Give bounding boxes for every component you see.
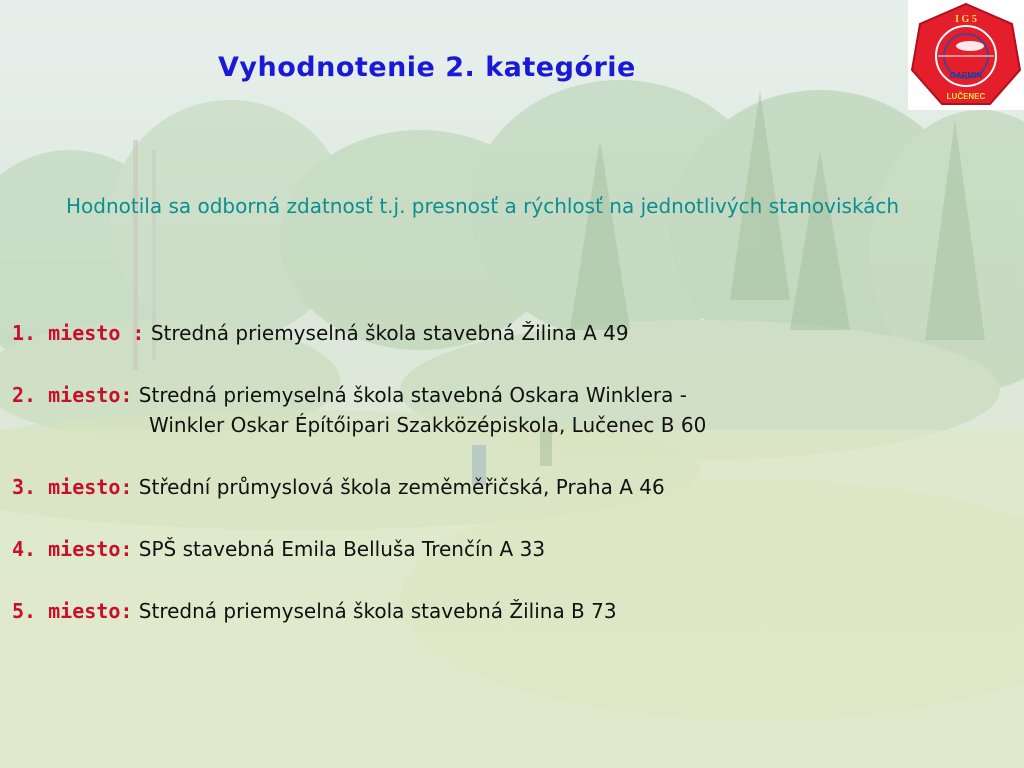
school-name: Stredná priemyselná škola stavebná Žilina B 73 bbox=[138, 599, 617, 623]
school-name-continuation: Winkler Oskar Építőipari Szakközépiskola, Lučenec B 60 bbox=[149, 413, 707, 437]
result-item bbox=[12, 380, 687, 410]
evaluation-description: Hodnotila sa odborná zdatnosť t.j. presnosť a rýchlosť na jednotlivých stanoviskách bbox=[66, 194, 900, 218]
result-item bbox=[12, 596, 617, 626]
result-item bbox=[12, 534, 545, 564]
school-name: Střední průmyslová škola zeměměřičská, Praha A 46 bbox=[138, 475, 665, 499]
place-label: 2. miesto: bbox=[12, 383, 133, 407]
result-item bbox=[12, 472, 665, 502]
club-logo bbox=[908, 0, 1024, 110]
place-label: 3. miesto: bbox=[12, 475, 133, 499]
school-name: Stredná priemyselná škola stavebná Oskara Winklera - bbox=[138, 383, 687, 407]
school-name: SPŠ stavebná Emila Belluša Trenčín A 33 bbox=[138, 537, 546, 561]
logo-bottom-text: LUČENEC bbox=[946, 92, 986, 101]
place-label: 4. miesto: bbox=[12, 537, 133, 561]
page-title: Vyhodnotenie 2. kategórie bbox=[218, 52, 636, 83]
school-name: Stredná priemyselná škola stavebná Žilina A 49 bbox=[150, 321, 629, 345]
result-item bbox=[12, 318, 629, 348]
logo-top-text: I G 5 bbox=[955, 14, 977, 25]
place-label: 5. miesto: bbox=[12, 599, 133, 623]
place-label: 1. miesto : bbox=[12, 321, 145, 345]
logo-ring-text: GARMIN bbox=[949, 71, 983, 80]
